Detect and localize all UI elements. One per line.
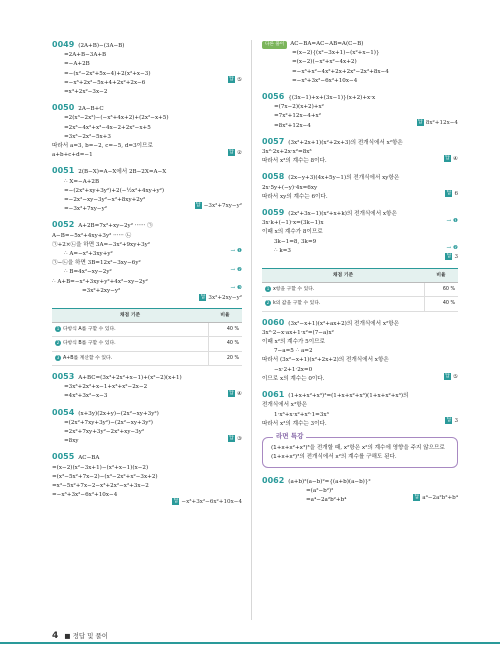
- solution-line: =8xy: [64, 438, 79, 445]
- problem-0049: [52, 40, 242, 97]
- solution-line: =−x³+3x²−6x²+10x−4: [52, 492, 118, 499]
- solution-line: 3x·k+(−1)·x=(3k−1)x: [262, 220, 324, 227]
- solution-line: AC−BA: [78, 455, 100, 462]
- solution-line: =a⁴−2a²b²+b⁴: [306, 497, 347, 504]
- solution-line: (2A+B)−(3A−B): [78, 43, 125, 49]
- solution-line: =−3x²+7xy−y²: [64, 206, 107, 213]
- step-marker: → ❶: [230, 248, 242, 255]
- solution-line: =8x²+12x−4: [274, 122, 311, 129]
- table-header: 채점 기준: [262, 269, 424, 283]
- problem-number: 0055: [52, 452, 75, 462]
- solution-line: (2x−y+3)(4x+5y−1)의 전개식에서 xy항은: [288, 175, 400, 182]
- alternative-solution: [262, 40, 458, 86]
- problem-0051: [52, 166, 242, 214]
- problem-0054: [52, 408, 242, 447]
- answer-icon: 답: [445, 372, 450, 379]
- solution-line: a+b+c+d=−1: [52, 152, 93, 159]
- solution-line: 따라서 x³의 계수는 8이다.: [262, 158, 327, 165]
- solution-line: =−x³+x²−4x²+2x+2x²−2x²+8x−4: [292, 68, 389, 75]
- solution-line: 2(B−X)=A−X에서 2B−2X=A−X: [78, 169, 167, 176]
- table-row: 1 다항식 A를 구할 수 있다. 40 %: [52, 323, 242, 337]
- problem-number: 0062: [262, 475, 285, 485]
- answer: 답 −x³+3x²−6x²+10x−4: [173, 498, 242, 506]
- answer: 답 3x²+2xy−y²: [200, 294, 242, 302]
- footer-label: 정답 및 풀이: [72, 632, 109, 640]
- solution-line: (a+b)²(a−b)²={(a+b)(a−b)}²: [288, 478, 371, 485]
- answer: 답 8x²+12x−4: [417, 119, 458, 127]
- page-number: 4: [52, 631, 59, 641]
- solution-line: AC−BA=AC−AB=A(C−B): [290, 41, 364, 47]
- solution-line: ∴ k=3: [274, 247, 291, 254]
- solution-line: =2A+B−3A+B: [64, 52, 107, 59]
- tip-label: 라면 특강: [273, 432, 306, 441]
- solution-line: 1·x³+x·x²+x²·1=3x³: [274, 411, 329, 418]
- answer-icon: 답: [446, 253, 452, 260]
- table-row: 2 k의 값을 구할 수 있다. 40 %: [262, 297, 458, 311]
- solution-line: ∴ B=4x²−xy−2y²: [64, 269, 112, 276]
- problem-number: 0058: [262, 172, 285, 182]
- solution-line: {(3x−1)+x+(3x−1)}(x+2)+x·x: [288, 95, 376, 102]
- answer: 답 ④: [229, 389, 242, 397]
- answer-icon: 답: [414, 493, 420, 500]
- solution-line: ∴ X=−A+2B: [64, 178, 100, 185]
- solution-line: =−A+2B: [64, 61, 90, 68]
- problem-0055: [52, 452, 242, 506]
- problem-number: 0049: [52, 40, 75, 49]
- answer: 답 3: [446, 417, 458, 425]
- answer-icon: 답: [229, 434, 234, 441]
- table-row: 3 A+B를 계산할 수 있다. 20 %: [52, 351, 242, 365]
- answer-icon: 답: [173, 498, 179, 505]
- problem-0059: [262, 208, 458, 261]
- problem-number: 0056: [262, 92, 285, 102]
- solution-line: =4x³+3x²−x−3: [64, 393, 108, 400]
- answer: 답 3: [446, 253, 458, 261]
- solution-line: =x³−5x²+7x−2−x³+2x²−x²+3x−2: [52, 482, 149, 489]
- step-marker: → ❶: [446, 218, 458, 225]
- problem-0053: [52, 372, 242, 402]
- answer-icon: 답: [446, 417, 452, 424]
- step-marker: → ❸: [230, 285, 242, 292]
- problem-0062: [262, 476, 458, 506]
- solution-line: 따라서 a=3, b=−2, c=−5, d=3이므로: [52, 143, 153, 150]
- solution-line: 3k−1=8, 3k=9: [274, 238, 317, 245]
- solution-line: 이때 x의 계수가 8이므로: [262, 229, 323, 236]
- problem-number: 0060: [262, 317, 285, 327]
- problem-number: 0050: [52, 103, 75, 113]
- answer-icon: 답: [229, 389, 234, 396]
- solution-line: =2x²+7xy+3y²−2x²+xy−3y²: [64, 428, 145, 435]
- solution-line: 따라서 (3x²−x+1)(x²+2x+2)의 전개식에서 x항은: [262, 357, 389, 364]
- problem-0060: [262, 318, 458, 384]
- solution-line: ∴ A=−x²+3xy+y²: [64, 251, 113, 258]
- solution-line: −x·2+1·2x=0: [274, 366, 313, 373]
- solution-line: A+BC=(3x³+2x²+x−1)+(x²−2)(x+1): [78, 374, 182, 381]
- answer: 답 −3x²+7xy−y²: [195, 202, 242, 210]
- alt-solution-tag: 다른 풀이: [262, 41, 287, 49]
- page-footer: [52, 631, 108, 641]
- answer-icon: 답: [445, 154, 450, 161]
- solution-line: (3x²+2x+1)(x²+2x+3)의 전개식에서 x²항은: [288, 139, 403, 146]
- grading-table: [52, 308, 242, 366]
- answer-icon: 답: [195, 202, 201, 209]
- step-marker: → ❷: [446, 245, 458, 252]
- solution-line: 전개식에서 x³항은: [262, 402, 308, 409]
- answer: 답 ⑤: [229, 76, 242, 83]
- problem-number: 0052: [52, 220, 75, 230]
- table-header: 비율: [424, 269, 458, 283]
- problem-0056: [262, 92, 458, 131]
- grading-table: [262, 268, 458, 312]
- solution-line: =2(x³−2x²)−(−x³+4x+2)+(2x²−x+5): [64, 115, 169, 122]
- solution-line: ∴ A+B=−x²+3xy+y²+4x²−xy−2y²: [52, 278, 148, 285]
- table-row: 1 x항을 구할 수 있다. 60 %: [262, 283, 458, 297]
- solution-line: =x³+2x²−3x−2: [64, 89, 108, 96]
- solution-line: =−x³+2x²−5x+4+2x²+2x−6: [64, 79, 146, 86]
- solution-line: =(7x−2)(x+2)+x²: [274, 104, 324, 111]
- problem-0058: [262, 172, 458, 202]
- solution-line: ㉠+2×㉡을 하면 3A=−3x²+9xy+3y²: [52, 241, 151, 248]
- solution-line: (2x²+3x−1)(x²+x+k)의 전개식에서 x항은: [288, 211, 397, 218]
- solution-line: 따라서 x³의 계수는 3이다.: [262, 420, 327, 427]
- answer-icon: 답: [229, 76, 234, 82]
- answer-icon: 답: [229, 149, 234, 156]
- solution-line: 이때 x²의 계수가 5이므로: [262, 339, 325, 346]
- answer-icon: 답: [417, 119, 423, 126]
- solution-line: 이므로 x의 계수는 0이다.: [262, 375, 325, 382]
- solution-line: A−B=−5x²+4xy+3y² ······ ㉡: [52, 232, 132, 239]
- problem-0061: [262, 390, 458, 429]
- solution-line: =(x−2)(x²−3x+1)−(x²+x−1)(x−2): [52, 464, 149, 471]
- solution-line: =−(x²−2x²+5x−4)+2(x²+x−3): [64, 70, 151, 77]
- problem-number: 0054: [52, 407, 75, 417]
- answer-icon: 답: [446, 190, 452, 197]
- solution-line: 따라서 xy의 계수는 6이다.: [262, 193, 328, 200]
- answer: 답 6: [446, 190, 458, 198]
- solution-line: =3x³+2x²+x−1+x³+x²−2x−2: [64, 384, 148, 391]
- solution-line: 7−a=5 ∴ a=2: [274, 348, 313, 355]
- solution-line: (3x²−x+1)(x²+ax+2)의 전개식에서 x²항은: [288, 320, 400, 327]
- solution-line: 2A−B+C: [78, 106, 104, 113]
- answer: 답 ②: [229, 149, 242, 157]
- answer: 답 ⑤: [445, 372, 458, 380]
- table-row: 2 다항식 B를 구할 수 있다. 40 %: [52, 337, 242, 351]
- solution-line: A+2B=7x²+xy−2y² ······ ㉠: [78, 223, 153, 230]
- footer-bar: [0, 642, 500, 644]
- problem-number: 0057: [262, 136, 285, 146]
- answer: 답 ③: [229, 434, 242, 442]
- solution-line: =3x²+2xy−y²: [82, 287, 121, 294]
- solution-line: 3x²·2x+2x·x²=8x³: [262, 149, 312, 156]
- problem-0057: [262, 137, 458, 167]
- solution-line: =(a²−b²)²: [306, 488, 334, 495]
- solution-line: =(x−2)(−x²+x²−4x+2): [292, 59, 357, 66]
- solution-line: (1+x+x²+x³)³=(1+x+x²+x³)(1+x+x²+x³)의: [288, 393, 409, 400]
- solution-line: =(2x²+7xy+3y²)−(2x²−xy+3y²): [64, 419, 153, 426]
- problem-0052: [52, 220, 242, 302]
- answer: 답 a⁴−2a²b²+b⁴: [414, 493, 458, 501]
- solution-line: 3x²·2−x·ax+1·x²=(7−a)x²: [262, 329, 334, 336]
- solution-line: (x+3y)(2x+y)−(2x²−xy+3y²): [78, 410, 159, 417]
- problem-0050: [52, 103, 242, 160]
- left-column: [52, 40, 242, 506]
- solution-line: =3x³−2x²−5x+3: [64, 133, 111, 140]
- problem-number: 0061: [262, 390, 285, 400]
- table-header: 비율: [208, 309, 242, 323]
- problem-number: 0051: [52, 166, 75, 176]
- problem-number: 0053: [52, 371, 75, 381]
- footer-separator: ■: [64, 632, 73, 640]
- problem-number: 0059: [262, 208, 285, 218]
- solution-line: =(x−2){(x²−3x+1)−(x²+x−1)}: [292, 50, 380, 57]
- column-divider: [251, 40, 252, 620]
- step-marker: → ❷: [230, 267, 242, 274]
- solution-line: =7x²+12x−4+x²: [274, 113, 321, 120]
- solution-line: =(x³−5x²+7x−2)−(x³−2x²+x²−3x+2): [52, 473, 158, 480]
- solution-line: =−2x²−xy−3y²−x²+8xy+2y²: [64, 197, 146, 204]
- tip-text: (1+x+x²+x³)³을 전개할 때, x²항은 x²의 계수에 영향을 주지 않으므로 (1+x+x²)³의 전개식에서 x²의 계수를 구해도 된다.: [271, 444, 445, 460]
- solution-line: =−x³+3x²−6x²+10x−4: [292, 77, 358, 84]
- tip-box: [262, 431, 458, 468]
- solution-line: =2x³−4x²+x³−4x−2+2x²−x+5: [64, 124, 151, 131]
- solution-line: =−(2x²+xy+3y²)+2(−½x²+4xy+y²): [64, 187, 165, 194]
- answer: 답 ④: [445, 154, 458, 162]
- right-column: [262, 40, 458, 512]
- solution-line: 2x·5y+(−y)·4x=6xy: [262, 184, 318, 191]
- table-header: 채점 기준: [52, 309, 208, 323]
- answer-icon: 답: [200, 294, 206, 301]
- solution-line: ㉠−㉡을 하면 3B=12x²−3xy−6y²: [52, 260, 141, 267]
